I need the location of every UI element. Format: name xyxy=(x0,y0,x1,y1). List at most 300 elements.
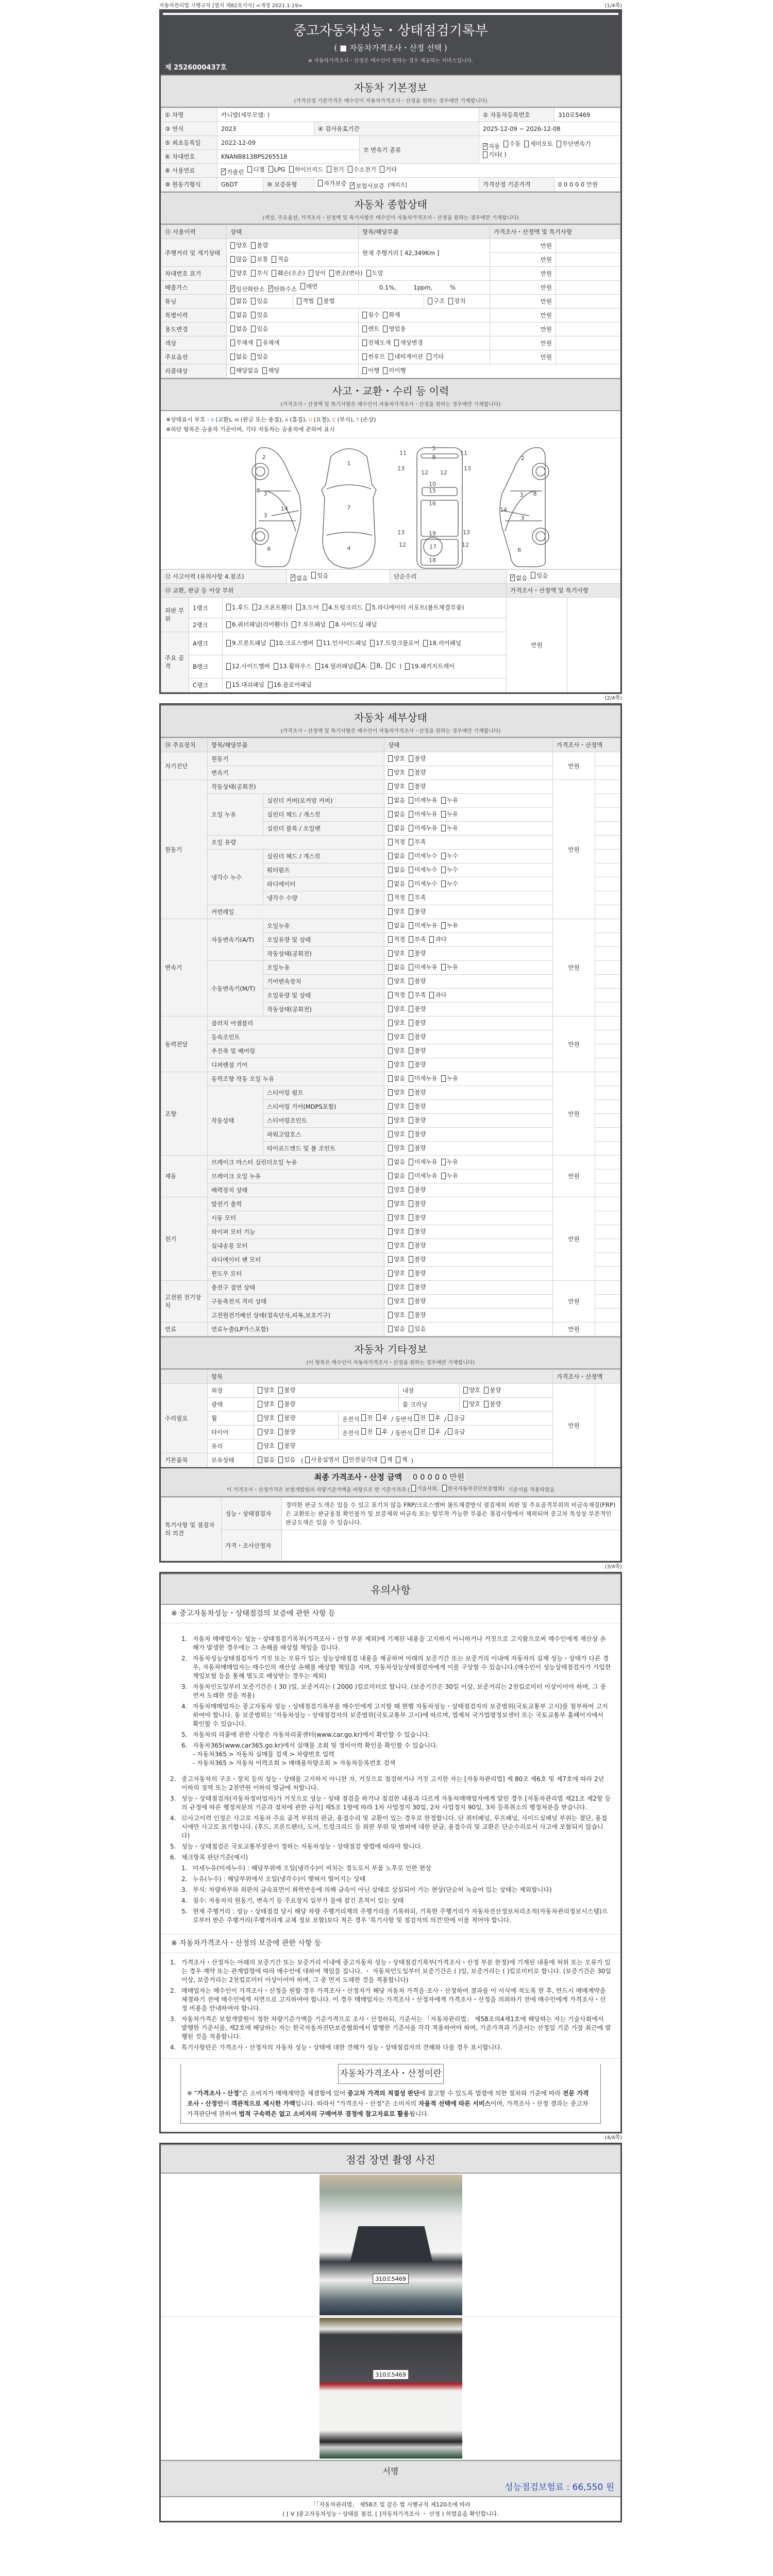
part-number-label: 12 xyxy=(399,541,406,548)
checkbox-icon xyxy=(268,166,273,173)
checkbox-icon xyxy=(278,1443,283,1449)
sub-item-label: 파워고압호스 xyxy=(263,1128,384,1142)
checkbox-option xyxy=(414,1414,426,1422)
checkbox-label: 18.리어패널 xyxy=(429,639,462,647)
tire-position-options xyxy=(339,1426,553,1439)
checkbox-icon xyxy=(388,825,393,832)
checkbox-label: 있음 xyxy=(317,571,329,579)
item-label: 디퍼렌셜 기어 xyxy=(208,1058,384,1072)
box-text xyxy=(187,2088,594,2119)
price-note xyxy=(595,1100,620,1114)
checkbox-option xyxy=(409,1060,426,1069)
checkbox-label: 양호 xyxy=(394,1283,406,1291)
checkbox-option xyxy=(409,963,437,971)
checkbox-option xyxy=(388,768,405,776)
part-number-label: 2 xyxy=(520,455,525,462)
rankC-parts xyxy=(223,679,507,692)
notes-list xyxy=(170,1775,611,1927)
item-body: 자동차인도일부터 보증기간은 ( 30 )일, 보증거리는 ( 2000 )킬로미터로 합니다. (보증기간은 30일 이상, 보증거리는 2천킬로미터 이상이어야 하며, 그 중 먼저 도래한 것을 적용) xyxy=(193,1683,607,1699)
checkbox-label: 있음 xyxy=(284,1456,296,1464)
item-label: 와이퍼 모터 기능 xyxy=(208,1225,384,1239)
checkbox-option xyxy=(388,1199,405,1208)
checkbox-group xyxy=(258,1444,299,1451)
checkbox-icon xyxy=(388,1298,393,1304)
checkbox-group xyxy=(226,641,465,648)
checkbox-icon xyxy=(278,1401,283,1408)
mileage-level xyxy=(227,253,359,267)
checkbox-group xyxy=(230,257,293,264)
row-label: 단순수리 xyxy=(390,570,507,584)
section-basic-info xyxy=(161,75,620,108)
checkbox-label: 양호 xyxy=(394,769,406,776)
checkbox-option xyxy=(388,1241,405,1249)
inspection-validity: 2025-12-09 ~ 2026-12-08 xyxy=(479,122,620,136)
checkbox-icon xyxy=(409,1047,413,1054)
checkbox-label: 불량 xyxy=(414,1019,426,1027)
checkbox-icon xyxy=(388,1173,393,1179)
checkbox-group xyxy=(230,341,283,348)
checkbox-option xyxy=(441,866,458,874)
group-label: 변속기 xyxy=(161,919,208,1016)
checkbox-label: 미세누유 xyxy=(414,1172,438,1180)
item-label: 외장 xyxy=(208,1384,254,1398)
checkbox-icon: ✓ xyxy=(483,143,488,149)
section-note: (색상, 주요옵션, 가격조사・산정액 및 특기사항은 매수인이 자동차가격조사・산정을 원하는 경우에만 기재합니다) xyxy=(262,215,519,221)
item-label: 광택 xyxy=(208,1398,254,1412)
column-header: ⑭ 주요장치 xyxy=(161,738,208,752)
checkbox-group xyxy=(388,1104,429,1111)
checkbox-option xyxy=(448,1428,465,1436)
checkbox-icon xyxy=(292,621,296,628)
table-row xyxy=(161,961,620,975)
item-body: 특기사항란은 가격조사・산정자의 자동차 성능・상태에 대한 견해가 성능・상태점검자의 견해와 다를 경우 표시합니다. xyxy=(181,2044,502,2051)
checkbox-option xyxy=(388,1213,405,1222)
checkbox-icon xyxy=(409,1200,413,1207)
sub-item-label: 오일누유 xyxy=(263,961,384,975)
checkbox-label: 불량 xyxy=(414,755,426,762)
checkbox-icon xyxy=(409,880,413,887)
checkbox-icon xyxy=(388,1145,393,1151)
checkbox-option xyxy=(251,241,268,249)
checkbox-group xyxy=(226,605,468,612)
item-body: 중고자동차의 구조・장치 등의 성능・상태를 고지하지 아니한 자, 거짓으로 점검하거나 거짓 고지한 자는 [자동차관리법] 제 80조 제6호 및 제7호에 따라 2년 이하의 징역 또는 2천만원 이하의 벌금에 처합니다. xyxy=(181,1775,604,1791)
underbody-outline xyxy=(417,448,462,568)
bold-text: 가격조사・산정 xyxy=(197,2090,239,2097)
checkbox-option xyxy=(409,991,426,999)
checkbox-group xyxy=(258,1430,299,1437)
label: ⑧ 사용연료 xyxy=(161,164,217,178)
checkbox-option xyxy=(427,352,444,361)
checkbox-icon xyxy=(388,1242,393,1249)
checkbox-group xyxy=(388,1007,429,1014)
checkbox-option xyxy=(388,1325,405,1333)
checkbox-label: 없음 xyxy=(394,810,406,818)
page-1 xyxy=(159,9,622,694)
price-note xyxy=(595,1281,620,1295)
status-options xyxy=(384,933,553,947)
photos-header xyxy=(161,2144,620,2174)
sub-item-label: 스티어링 기어(MDPS포함) xyxy=(263,1100,384,1114)
part-number-label: 6 xyxy=(517,547,522,553)
checkbox-option xyxy=(428,297,445,305)
checkbox-label: 부족 xyxy=(414,936,426,943)
checkbox-option xyxy=(278,1414,295,1422)
checkbox-option xyxy=(409,1074,437,1082)
checkbox-label: 응급 xyxy=(453,1428,465,1435)
item-number: 2. xyxy=(181,1655,188,1662)
appraisal-definition-box xyxy=(180,2064,601,2124)
sub-item-label: 타이로드엔드 및 볼 조인트 xyxy=(263,1142,384,1156)
checkbox-option xyxy=(409,921,437,929)
checkbox-option xyxy=(388,1130,405,1138)
label: ⑨ 원동기형식 xyxy=(161,178,217,192)
checkbox-group xyxy=(258,1458,299,1465)
checkbox-option xyxy=(388,782,405,790)
checkbox-label: 부족 xyxy=(414,894,426,902)
checkbox-icon xyxy=(409,1187,413,1193)
checkbox-option xyxy=(370,639,419,647)
checkbox-icon: ✓ xyxy=(511,574,515,580)
checkbox-label: 사용설명서 xyxy=(311,1456,340,1464)
price-note xyxy=(595,1058,620,1072)
part-number-label: 9 xyxy=(432,454,436,461)
form-reference: 자동차관리법 시행규칙 [별지 제82호서식] <개정 2021.1.19> xyxy=(159,3,303,9)
checkbox-icon xyxy=(388,839,393,845)
row-label: 차대번호 표기 xyxy=(161,267,227,281)
checkbox-label: 기타( ) xyxy=(489,151,507,159)
checkbox-option xyxy=(503,140,520,148)
underbody-panel xyxy=(421,500,458,536)
status-options xyxy=(384,961,553,975)
price-unit: 만원 xyxy=(553,780,595,919)
item-label: 실내송풍 모터 xyxy=(208,1239,384,1253)
checkbox-option xyxy=(388,1172,405,1180)
checkbox-group xyxy=(356,662,399,671)
checkbox-label: 불량 xyxy=(414,977,426,985)
part-number-label: 12 xyxy=(421,469,428,476)
price-note xyxy=(595,808,620,822)
note-item xyxy=(170,1794,611,1812)
checkbox-option xyxy=(483,150,507,159)
item-label: 오일 유량 xyxy=(208,836,384,850)
checkbox-label: 누유 xyxy=(446,796,458,804)
service-note: ※ 자동차가격조사・산정은 매수인이 원하는 경우 제공하는 서비스입니다. xyxy=(308,58,474,64)
checkbox-label: 이행 xyxy=(368,367,380,375)
checkbox-option xyxy=(409,810,437,818)
checkbox-label: 매연 xyxy=(306,282,318,290)
table-row xyxy=(161,1323,620,1336)
rank-label: 1랭크 xyxy=(189,598,223,618)
checkbox-group xyxy=(230,271,387,278)
checkbox-option xyxy=(270,639,314,647)
checkbox-icon xyxy=(361,1428,366,1435)
status-options xyxy=(384,989,553,1003)
row-label: 특별이력 xyxy=(161,309,227,323)
checkbox-option xyxy=(409,1283,426,1291)
item-body: 자동차가격은 보험개발원이 정한 차량기준가액을 기준가격으로 조사・산정하되, 기준서는 「자동차관리법」 제58조의4제1호에 해당하는 자는 기술사회에서 발행한 기준서를, 제2호에 해당하는 자는 한국자동차진단보증협회에서 발행한 기준서를 각각 적용하여야 하며, 기준가격과 기준서는 산정일 기준 가장 최근에 발행된 것을 적용합니다. xyxy=(181,2015,611,2040)
item-body: 자동차 매매업자는 성능・상태점검기록부(가격조사・산정 부분 제외)에 기재된 내용을 고지하지 아니하거나 거짓으로 고지함으로써 매수인에게 재산상 손해가 발생한 경우에는 그 손해를 배상할 책임을 집니다. xyxy=(193,1635,606,1651)
checkbox-icon xyxy=(258,1443,262,1449)
table-row xyxy=(161,919,620,933)
checkbox-group xyxy=(361,1429,391,1436)
checkbox-option xyxy=(409,1241,426,1249)
table-row xyxy=(161,780,620,794)
checkbox-option xyxy=(226,603,249,612)
price-note xyxy=(595,1170,620,1183)
status-options xyxy=(384,794,553,808)
checkbox-group xyxy=(388,1118,429,1125)
checkbox-option xyxy=(441,810,458,818)
checkbox-icon xyxy=(441,1173,446,1179)
part-number-label: 13 xyxy=(464,465,471,472)
checkbox-group xyxy=(258,1402,299,1409)
checkbox-icon xyxy=(230,256,235,263)
checkbox-icon xyxy=(388,1200,393,1207)
vin-mark-options xyxy=(227,267,490,281)
checkbox-label: 영업용 xyxy=(389,325,406,333)
checkbox-label: 없음 xyxy=(394,1158,406,1166)
checkbox-option xyxy=(409,1297,426,1305)
table-row xyxy=(161,1295,620,1309)
label: ⑦ 변속기 종류 xyxy=(360,136,479,164)
checkbox-icon xyxy=(414,1428,419,1435)
checkbox-icon xyxy=(409,1061,413,1068)
checkbox-icon xyxy=(258,1429,262,1435)
price-unit: 만원 xyxy=(490,336,556,350)
item-body: 가격조사・산정자는 아래의 보증기간 또는 보증거리 이내에 중고자동차 성능・상태점검기록부(가격조사・산정 부분 한정)에 기재된 내용에 허위 또는 오류가 있는 경우 계약 또는 관계법령에 따라 매수인에 대하여 책임을 집니다. ・ 자동차인도일부터 보증기간은 ( )일, 보증거리는 ( )킬로미터로 합니다. (보증기간은 30일 이상, 보증거리는 2천킬로미터 이상이어야 하며, 그 중 먼저 도래한 것을 적용합니다) xyxy=(181,1959,611,1984)
checkbox-option xyxy=(371,662,382,669)
text: 입니다. 따라서 "가격조사・산정"은 소비자의 xyxy=(295,2100,418,2107)
checkbox-icon xyxy=(463,1401,468,1408)
checkbox-label: 미세누수 xyxy=(414,852,438,860)
checkbox-label: 후 xyxy=(382,1428,388,1435)
checkbox-option xyxy=(409,1116,426,1124)
document-number: 제 2526000437호 xyxy=(165,64,227,72)
photo-front-row xyxy=(161,2174,620,2317)
page-number: (4/4쪽) xyxy=(604,2135,622,2141)
checkbox-label: 후 xyxy=(382,1414,388,1421)
checkbox-group xyxy=(388,1299,429,1306)
price-note-item xyxy=(170,1958,611,1985)
checkbox-icon xyxy=(343,1456,348,1463)
checkbox-label: 없음 xyxy=(394,922,406,929)
checkbox-option xyxy=(362,352,385,361)
checkbox-icon xyxy=(230,340,235,346)
table-row xyxy=(161,1072,620,1086)
checkbox-label: 침수 xyxy=(368,311,380,319)
checkbox-option xyxy=(409,893,426,902)
main-options xyxy=(227,350,359,364)
row-label: 배출가스 xyxy=(161,281,227,295)
part-number-label: 3 xyxy=(520,515,525,521)
checkbox-option xyxy=(388,1255,405,1263)
table-row xyxy=(161,1086,620,1100)
form-reference-line xyxy=(159,0,622,9)
checkbox-option xyxy=(318,179,346,188)
checkbox-label: 화재 xyxy=(389,311,400,319)
checkbox-option xyxy=(448,297,465,305)
checkbox-group xyxy=(388,784,429,791)
price-note xyxy=(595,766,620,780)
price-note-item xyxy=(170,2043,611,2052)
checkbox-option xyxy=(442,1484,505,1492)
checkbox-option xyxy=(272,269,305,277)
checkbox-icon xyxy=(226,621,231,628)
engine-type: G6DT xyxy=(217,178,263,192)
checkbox-option xyxy=(388,1185,405,1194)
checkbox-option xyxy=(226,639,266,647)
item-number: 1. xyxy=(181,1865,188,1872)
table-row xyxy=(161,1239,620,1253)
item-line: - 자동차365 > 자동차 이력조회 > 매매용차량조회 > 자동차등록번호 검색 xyxy=(193,1759,396,1767)
item-label: 오일 누유 xyxy=(208,794,263,836)
status-options xyxy=(384,1309,553,1323)
sub-item-label: 실린더 블록 / 오일팬 xyxy=(263,822,384,836)
checkbox-label: 양호 xyxy=(394,1033,406,1041)
text: 이 xyxy=(223,2100,231,2107)
item-text xyxy=(181,1775,611,1792)
checkbox-option xyxy=(409,1158,437,1166)
photo-rear-row xyxy=(161,2317,620,2460)
checkbox-group xyxy=(230,368,283,376)
checkbox-option xyxy=(510,574,527,582)
checkbox-group xyxy=(388,1076,462,1083)
checkbox-label: 도말 xyxy=(372,269,383,277)
checkbox-label: 전 xyxy=(419,1414,426,1421)
checkbox-label: 기타 xyxy=(432,353,444,361)
checkbox-option xyxy=(388,1269,405,1277)
warranty-item xyxy=(181,1741,611,1768)
checkbox-group xyxy=(305,1458,411,1465)
section-note: (이 항목은 매수인이 자동차가격조사・산정을 원하는 경우에만 기재합니다) xyxy=(306,1360,475,1366)
notes-heading: ※ 중고자동차성능・상태점검의 보증에 관한 사항 등 xyxy=(161,1605,620,1623)
checkbox-option xyxy=(441,921,458,929)
checkbox-icon xyxy=(356,663,360,669)
page-number: (3/4쪽) xyxy=(604,1564,622,1570)
checkbox-label: 누수 xyxy=(446,880,458,888)
checkbox-option xyxy=(262,366,279,375)
checkbox-label: 잭 xyxy=(386,1456,393,1464)
checkbox-icon xyxy=(278,1415,283,1421)
usage-change xyxy=(227,323,359,336)
checkbox-icon xyxy=(388,1075,393,1082)
checkbox-label: 수소전기 xyxy=(353,165,377,173)
part-number-label: 14 xyxy=(281,505,288,512)
checkbox-option xyxy=(409,782,426,790)
legend-text: (부식), xyxy=(337,416,357,423)
checkbox-option xyxy=(278,1442,295,1450)
checkbox-icon xyxy=(327,166,331,173)
status-options xyxy=(384,1253,553,1267)
checkbox-label: 17.트렁크플로어 xyxy=(376,639,420,647)
checkbox-label: 미세누수 xyxy=(414,866,438,874)
checkbox-group xyxy=(230,284,321,291)
checkbox-option xyxy=(278,1455,295,1464)
status-options xyxy=(384,975,553,989)
checkbox-label: 무채색 xyxy=(236,339,254,347)
checkbox-option xyxy=(361,1428,373,1436)
part-number-label: 5 xyxy=(432,445,436,452)
item-label: 자동변속기(A/T) xyxy=(208,919,263,961)
license-plate: 310로5469 xyxy=(373,2369,409,2380)
rank-label: B랭크 xyxy=(189,655,223,679)
checkbox-icon xyxy=(388,853,393,859)
checkbox-option xyxy=(230,352,247,361)
checkbox-icon xyxy=(278,1429,283,1435)
sub-item-label: 냉각수 수량 xyxy=(263,891,384,905)
wheel-hub xyxy=(536,467,545,476)
part-number-label: 11 xyxy=(399,450,407,456)
label: ④ 검사유효기간 xyxy=(314,122,479,136)
checkbox-icon xyxy=(274,663,278,670)
vin: KNANB813BPS265518 xyxy=(217,150,360,164)
checkbox-label: 미이행 xyxy=(389,367,406,375)
price-note xyxy=(595,891,620,905)
checkbox-option xyxy=(388,1158,405,1166)
signature-section xyxy=(161,2460,620,2497)
checkbox-option xyxy=(274,662,312,670)
checkbox-icon xyxy=(503,141,508,147)
item-line: - 자동차365 > 자동차 실매물 검색 > 차량번호 입력 xyxy=(193,1751,334,1758)
checkbox-label: 양호 xyxy=(394,1116,406,1124)
checkbox-label: 양호 xyxy=(394,1005,406,1013)
checkbox-icon xyxy=(389,353,393,360)
checkbox-option xyxy=(388,977,405,985)
checkbox-label: 불량 xyxy=(284,1428,296,1436)
item-text xyxy=(181,2015,611,2041)
checkbox-icon xyxy=(251,353,256,360)
item-label: 라디에이터 팬 모터 xyxy=(208,1253,384,1267)
checkbox-label: 없음 xyxy=(236,311,248,319)
checkbox-label: 없음 xyxy=(394,796,406,804)
inspection-photo-rear xyxy=(320,2318,462,2459)
part-number-label: 13 xyxy=(397,529,405,536)
document xyxy=(159,0,622,2522)
status-options xyxy=(384,1100,553,1114)
checkbox-label: 없음 xyxy=(296,574,308,582)
document-title: 중고자동차성능・상태점검기록부 xyxy=(293,23,488,39)
checkbox-icon xyxy=(381,1456,385,1463)
checkbox-label: 전체도색 xyxy=(368,339,391,347)
car-body-outline xyxy=(256,448,301,567)
item-label: 동력조향 작동 오일 누유 xyxy=(208,1072,384,1086)
checkbox-group xyxy=(221,167,400,174)
checkbox-label: 부식 xyxy=(257,269,268,277)
checkbox-label: 있음 xyxy=(257,311,268,319)
sub-item xyxy=(181,1864,611,1873)
price-note xyxy=(595,877,620,891)
checkbox-icon xyxy=(405,663,410,670)
checkbox-option xyxy=(362,311,379,319)
checkbox-label: 있음 xyxy=(257,325,268,333)
checkbox-label: 전 xyxy=(366,1428,373,1435)
table-row xyxy=(161,836,620,850)
row-label: 리콜대상 xyxy=(161,364,227,378)
checkbox-label: 가솔린 xyxy=(227,168,244,176)
checkbox-label: 색상변경 xyxy=(400,339,423,347)
section-title: 자동차 기타정보 xyxy=(354,1343,427,1355)
checkbox-icon xyxy=(376,1414,381,1421)
price-note xyxy=(595,1225,620,1239)
checkbox-option xyxy=(278,1428,295,1436)
checkbox-icon xyxy=(409,1117,413,1124)
item-text xyxy=(193,1896,404,1905)
checkbox-group xyxy=(362,327,410,334)
checkbox-icon xyxy=(251,242,256,249)
checkbox-icon xyxy=(388,992,393,998)
status-options xyxy=(384,919,553,933)
checkbox-icon xyxy=(409,811,413,818)
